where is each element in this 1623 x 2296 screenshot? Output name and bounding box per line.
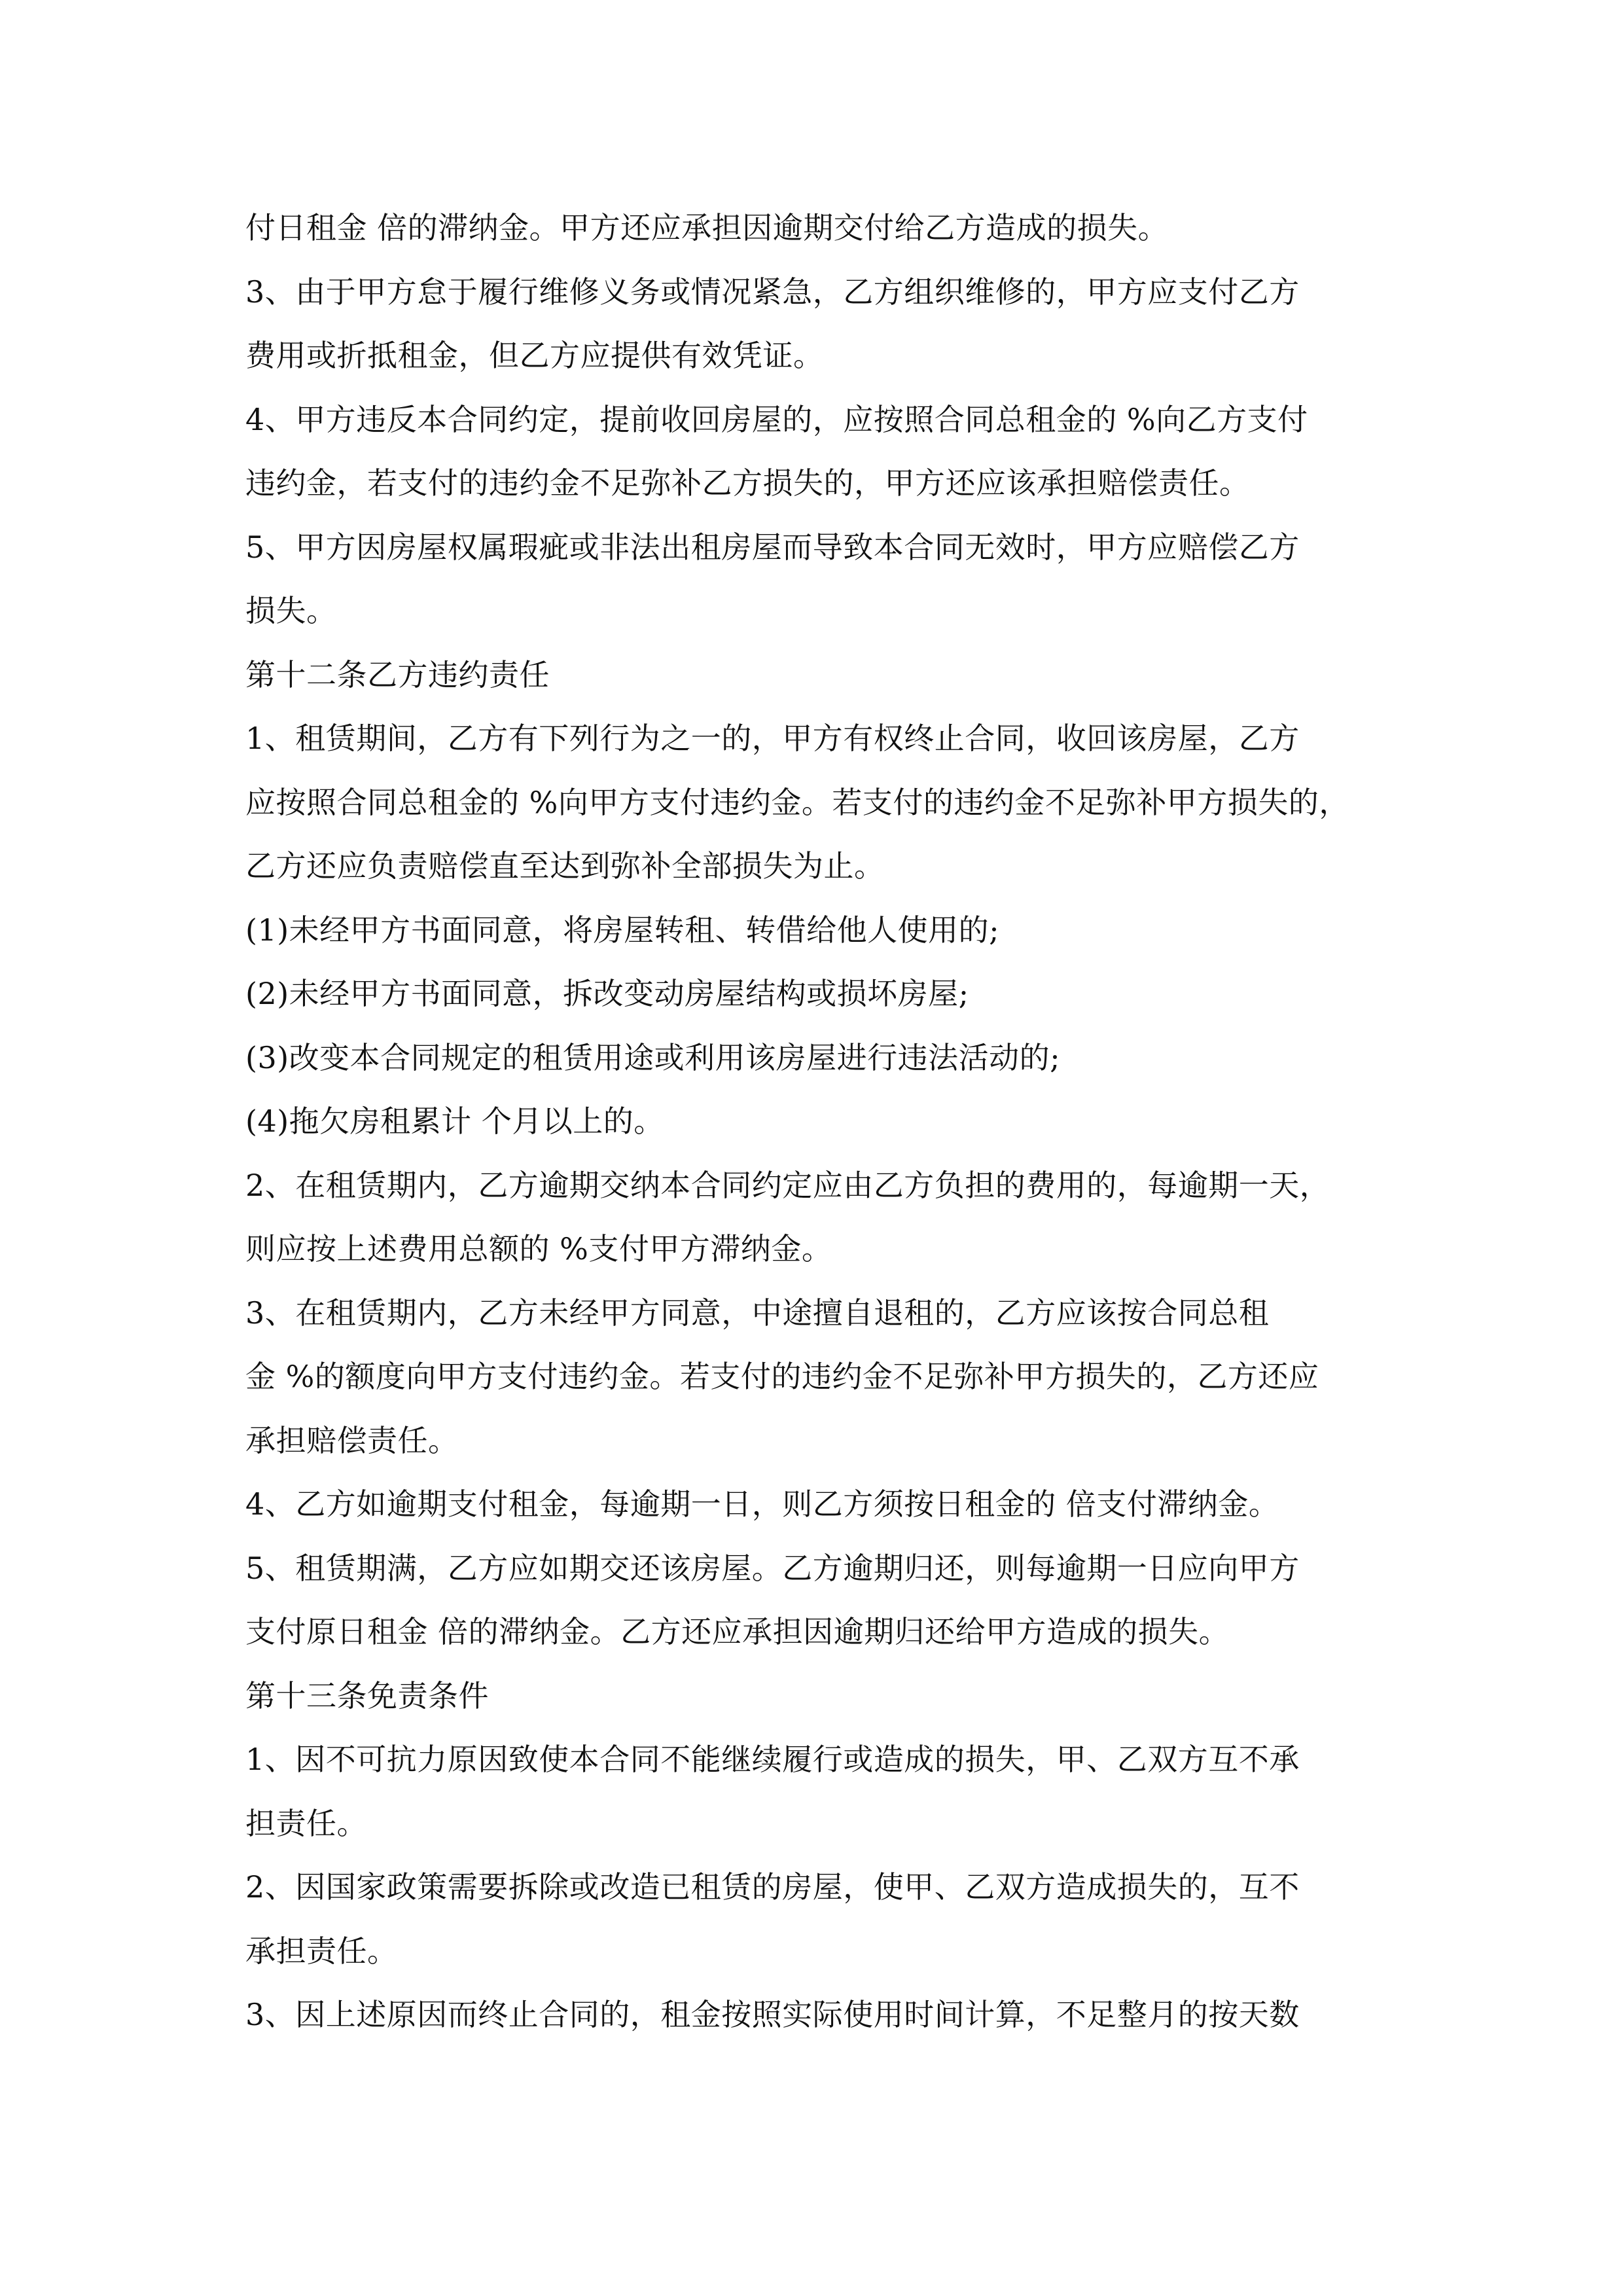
text-line: 1、租赁期间，乙方有下列行为之一的，甲方有权终止合同，收回该房屋，乙方 [245, 721, 1300, 756]
text-line: 承担责任。 [245, 1933, 398, 1969]
text-line: 4、乙方如逾期支付租金，每逾期一日，则乙方须按日租金的 倍支付滞纳金。 [245, 1486, 1279, 1522]
section-heading: 第十二条乙方违约责任 [245, 656, 550, 692]
list-item: (3)改变本合同规定的租赁用途或利用该房屋进行违法活动的; [245, 1039, 1061, 1075]
list-item: (1)未经甲方书面同意，将房屋转租、转借给他人使用的; [245, 912, 1000, 948]
text-line: 违约金，若支付的违约金不足弥补乙方损失的，甲方还应该承担赔偿责任。 [245, 465, 1250, 501]
text-line: 3、因上述原因而终止合同的，租金按照实际使用时间计算，不足整月的按天数 [245, 1997, 1300, 2032]
text-line: 乙方还应负责赔偿直至达到弥补全部损失为止。 [245, 848, 885, 884]
text-line: 3、由于甲方怠于履行维修义务或情况紧急，乙方组织维修的，甲方应支付乙方 [245, 274, 1300, 310]
text-line: 则应按上述费用总额的 %支付甲方滞纳金。 [245, 1231, 832, 1266]
text-line: 付日租金 倍的滞纳金。甲方还应承担因逾期交付给乙方造成的损失。 [245, 210, 1169, 245]
list-item: (4)拖欠房租累计 个月以上的。 [245, 1103, 664, 1139]
text-line: 损失。 [245, 593, 337, 628]
text-line: 2、因国家政策需要拆除或改造已租赁的房屋，使甲、乙双方造成损失的，互不 [245, 1869, 1300, 1905]
text-line: 5、租赁期满，乙方应如期交还该房屋。乙方逾期归还，则每逾期一日应向甲方 [245, 1550, 1300, 1586]
text-line: 承担赔偿责任。 [245, 1422, 459, 1458]
text-line: 4、甲方违反本合同约定，提前收回房屋的，应按照合同总租金的 %向乙方支付 [245, 401, 1308, 437]
text-line: 应按照合同总租金的 %向甲方支付违约金。若支付的违约金不足弥补甲方损失的， [245, 784, 1349, 820]
text-line: 1、因不可抗力原因致使本合同不能继续履行或造成的损失，甲、乙双方互不承 [245, 1742, 1300, 1777]
section-heading: 第十三条免责条件 [245, 1677, 489, 1713]
text-line: 5、甲方因房屋权属瑕疵或非法出租房屋而导致本合同无效时，甲方应赔偿乙方 [245, 529, 1300, 565]
list-item: (2)未经甲方书面同意，拆改变动房屋结构或损坏房屋; [245, 976, 969, 1011]
text-line: 3、在租赁期内，乙方未经甲方同意，中途擅自退租的，乙方应该按合同总租 [245, 1295, 1270, 1331]
text-line: 费用或折抵租金，但乙方应提供有效凭证。 [245, 338, 824, 373]
text-line: 金 %的额度向甲方支付违约金。若支付的违约金不足弥补甲方损失的，乙方还应 [245, 1359, 1319, 1394]
contract-text-body [245, 196, 1381, 2047]
text-line: 支付原日租金 倍的滞纳金。乙方还应承担因逾期归还给甲方造成的损失。 [245, 1614, 1230, 1649]
text-line: 2、在租赁期内，乙方逾期交纳本合同约定应由乙方负担的费用的，每逾期一天， [245, 1167, 1330, 1203]
text-line: 担责任。 [245, 1805, 367, 1841]
